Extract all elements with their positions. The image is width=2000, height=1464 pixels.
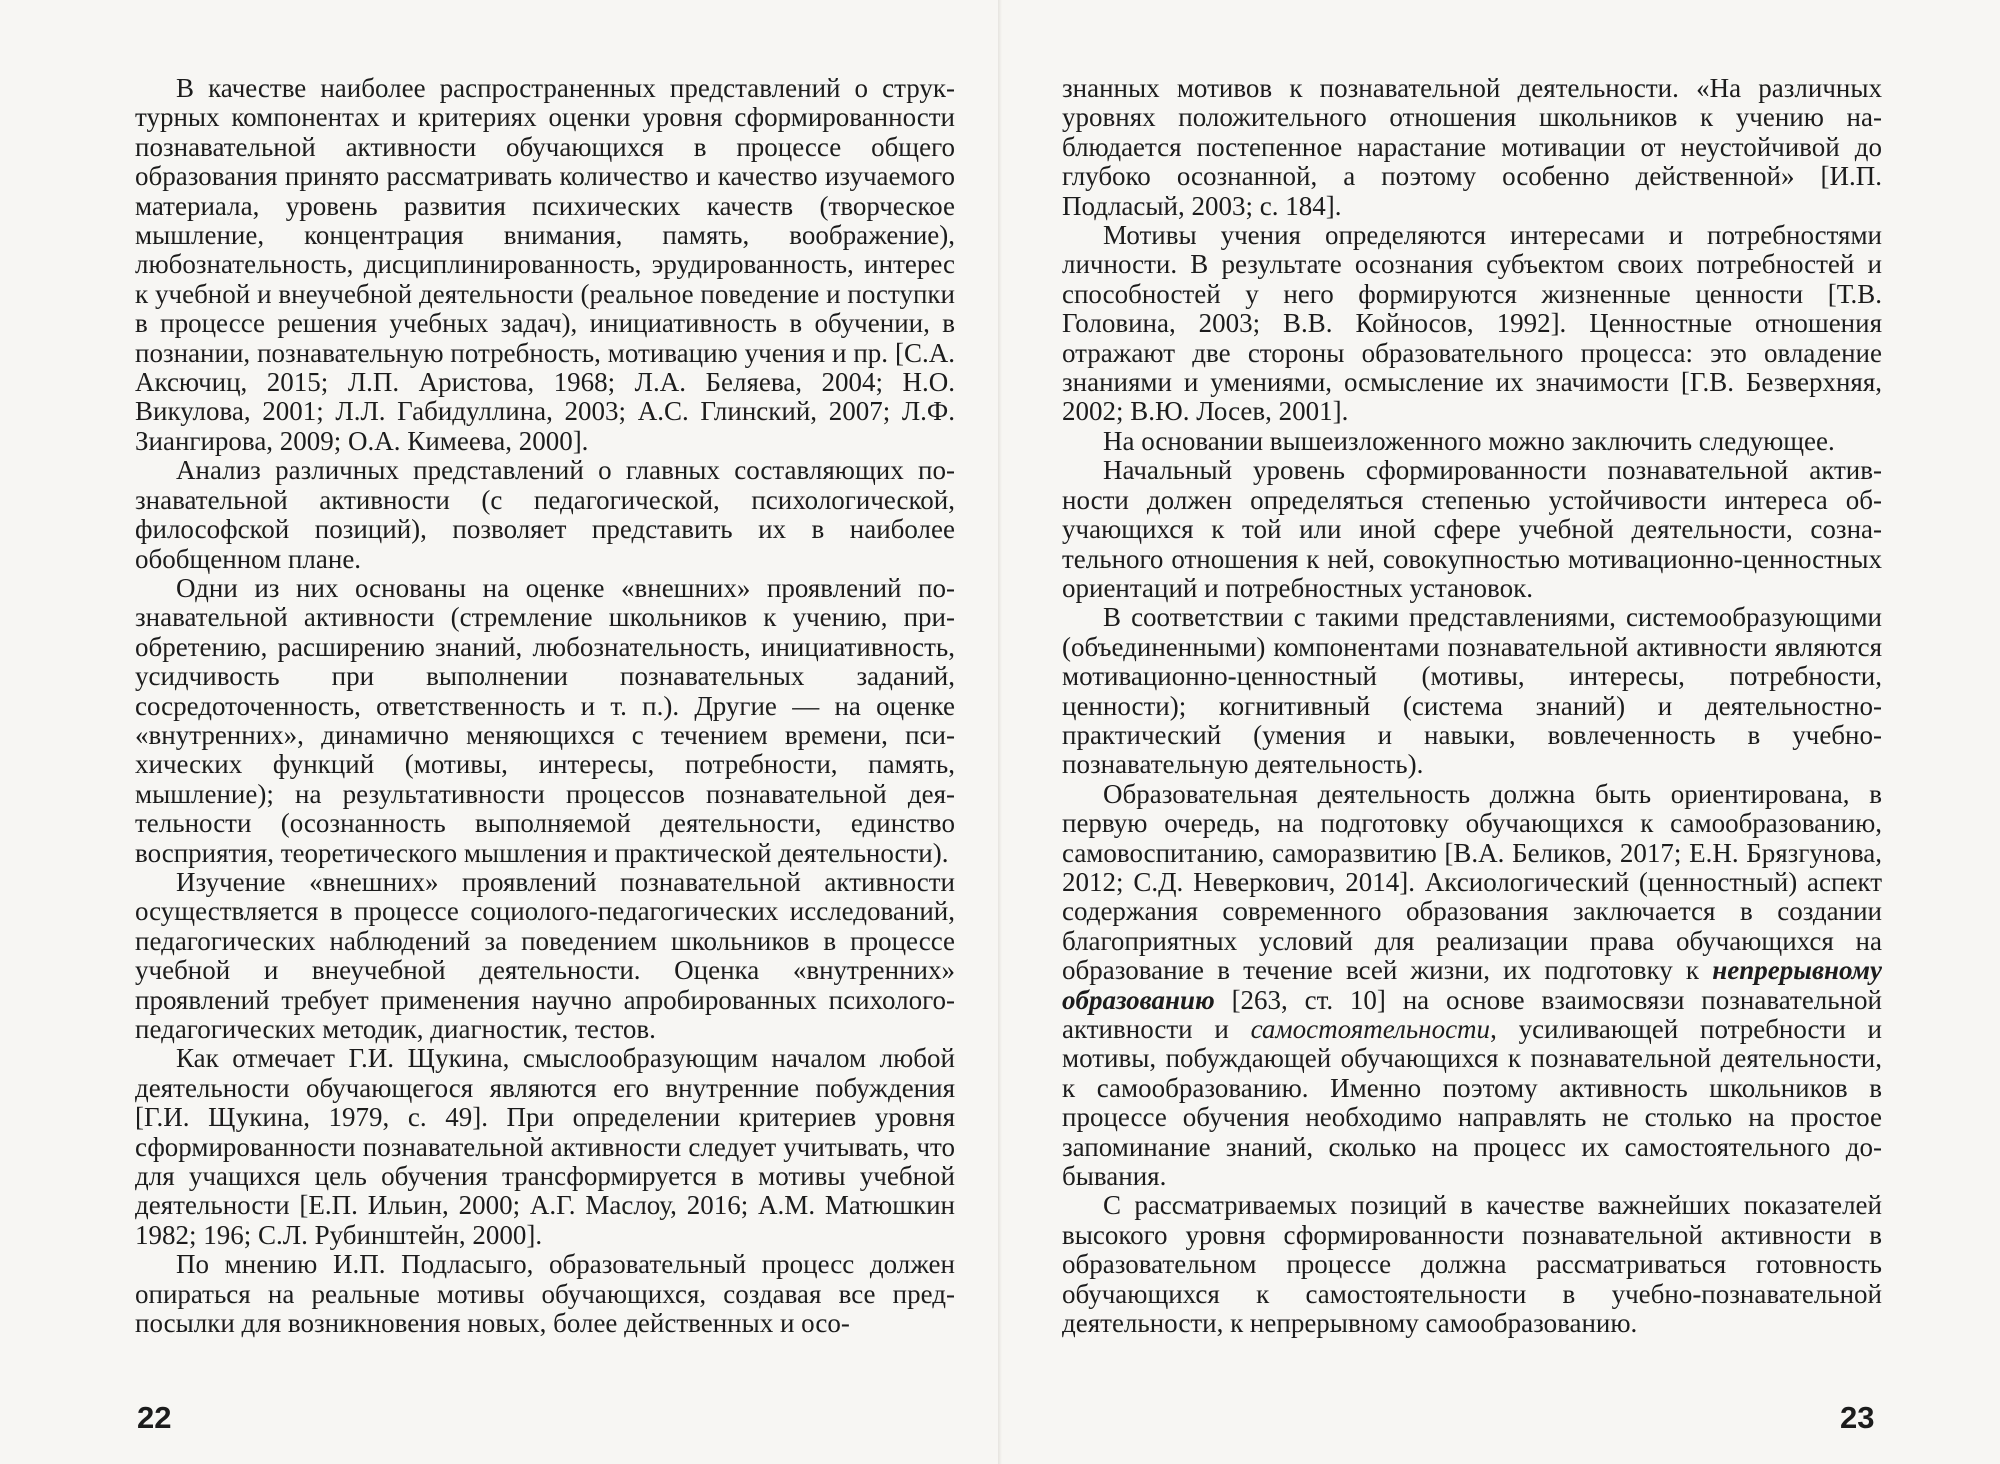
paragraph: Одни из них основаны на оценке «внешних» проявлений познавательной активности (стремление школьников к учению, приобретению, расширению знаний, любознательность, инициативность, усидчивость при выполнении познавательных заданий, сосредоточенность, ответственность и т. п.). Другие — на оценке «внутренних», динамично меняющихся с течением времени, психических функций (мотивы, интересы, потребности, память, мышление); на результативности процессов познавательной деятельности (осознанность выполняемой деятельности, единство восприятия, теоретического мышления и практической деятельности). [135, 572, 955, 868]
paragraph: Начальный уровень сформированности познавательной активности должен определяться степенью устойчивости интереса обучающихся к той или иной сфере учебной деятельности, сознательного отношения к ней, совокупностью мотивационно-ценностных ориентаций и потребностных установок. [1062, 455, 1882, 603]
paragraph: В качестве наиболее распространенных представлений о структурных компонентах и критериях оценки уровня сформированности познавательной активности обучающихся в процессе общего образования принято рассматривать количество и качество изучаемого материала, уровень развития психических качеств (творческое мышление, концентрация внимания, память, воображение), любознательность, дисциплинированность, эрудированность, интерес к учебной и внеучебной деятельности (реальное поведение и поступки в процессе решения учебных задач), инициативность в обучении, в познании, познавательную потребность, мотивацию учения и пр. [С.А. Аксючиц, 2015; Л.П. Аристова, 1968; Л.А. Беляева, 2004; Н.О. Викулова, 2001; Л.Л. Габидуллина, 2003; А.С. Глинский, 2007; Л.Ф. Зиангирова, 2009; О.А. Кимеева, 2000]. [135, 73, 955, 456]
paragraph: В соответствии с такими представлениями, системообразующими (объединенными) компонентами познавательной активности являются мотивационно-ценностный (мотивы, интересы, потребности, ценности); когнитивный (система знаний) и деятельностно-практический (умения и навыки, вовлеченность в учебно-познавательную деятельность). [1062, 602, 1882, 780]
bold-italic-term: непрерывному образованию [1062, 955, 1882, 1015]
paragraph-continued: знанных мотивов к познавательной деятельности. «На различных уровнях положительного отношения школьников к учению наблюдается постепенное нарастание мотивации от неустойчивой до глубоко осознанной, а поэтому особенно действенной» [И.П. Подласый, 2003; с. 184]. [1062, 73, 1882, 221]
paragraph: На основании вышеизложенного можно заключить следующее. [1103, 425, 1835, 456]
text-run: , усиливающей потребности и мотивы, побуждающей обучающихся к познавательной деятельности, к самообразованию. Именно поэтому активность школьников в процессе обучения необходимо направлять не столько на простое запоминание знаний, сколько на процесс их самостоятельного добывания. [1062, 1014, 1883, 1192]
text-run: Образовательная деятельность должна быть ориентирована, в первую очередь, на подготовку обучающихся к самообразованию, самовоспитанию, саморазвитию [В.А. Беликов, 2017; Е.Н. Брязгунова, 2012; С.Д. Неверкович, 2014]. Аксиологический (ценностный) аспект содержания современного образования заключается в создании благоприятных условий для реализации права обучающихся на образование в течение всей жизни, их подготовку к [1062, 778, 1882, 986]
paragraph-with-emphasis [1062, 780, 1882, 1192]
paragraph: Изучение «внешних» проявлений познавательной активности осуществляется в процессе социолого-педагогических исследований, педагогических наблюдений за поведением школьников в процессе учебной и внеучебной деятельности. Оценка «внутренних» проявлений требует применения научно апробированных психолого-педагогических методик, диагностик, тестов. [135, 866, 955, 1044]
page-number: 22 [137, 1400, 172, 1435]
paragraph: По мнению И.П. Подласыго, образовательный процесс должен опираться на реальные мотивы обучающихся, создавая все предпосылки для возникновения новых, более действенных и осо- [135, 1249, 955, 1339]
italic-term: самостоятельности [1250, 1014, 1491, 1044]
text-run: [263, ст. 10] на основе взаимосвязи познавательной активности и [1062, 984, 1882, 1044]
paragraph: С рассматриваемых позиций в качестве важнейших показателей высокого уровня сформированности познавательной активности в образовательном процессе должна рассматриваться готовность обучающихся к самостоятельности в учебно-познавательной деятельности, к непрерывному самообразованию. [1062, 1190, 1882, 1339]
paragraph: Как отмечает Г.И. Щукина, смыслообразующим началом любой деятельности обучающегося являются его внутренние побуждения [Г.И. Щукина, 1979, с. 49]. При определении критериев уровня сформированности познавательной активности следует учитывать, что для учащихся цель обучения трансформируется в мотивы учебной деятельности [Е.П. Ильин, 2000; А.Г. Маслоу, 2016; А.М. Матюшкин 1982; 196; С.Л. Рубинштейн, 2000]. [135, 1043, 955, 1250]
paragraph: Мотивы учения определяются интересами и потребностями личности. В результате осознания субъектом своих потребностей и способностей у него формируются жизненные ценности [Т.В. Головина, 2003; В.В. Койносов, 1992]. Ценностные отношения отражают две стороны образовательного процесса: это овладение знаниями и умениями, осмысление их значимости [Г.В. Безверхняя, 2002; В.Ю. Лосев, 2001]. [1062, 220, 1882, 427]
right-page-text [1062, 74, 1882, 1338]
paragraph: Анализ различных представлений о главных составляющих познавательной активности (с педагогической, психологической, философской позиций), позволяет представить их в наиболее обобщенном плане. [135, 455, 955, 574]
right-page [1000, 0, 2000, 1464]
page-number: 23 [1840, 1400, 1875, 1435]
left-page-text [135, 74, 955, 1338]
